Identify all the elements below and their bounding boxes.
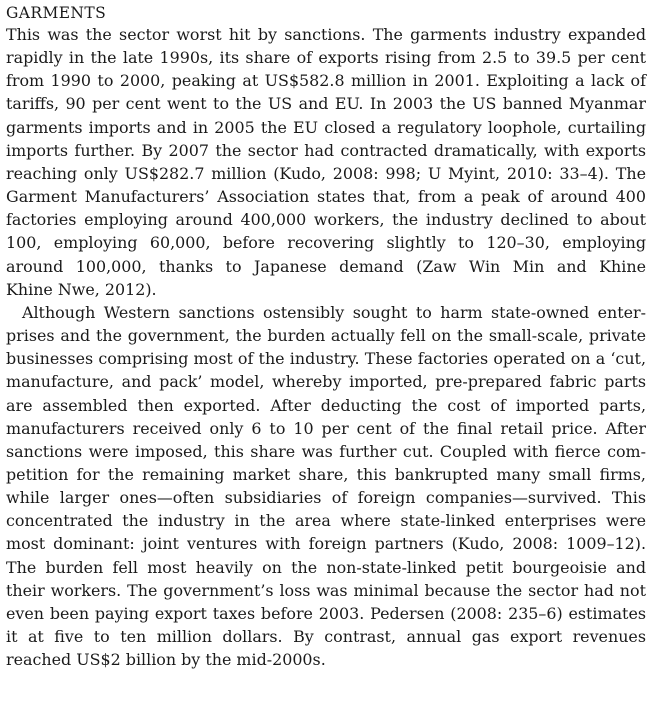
paragraph-line: it at five to ten million dollars. By contrast, annual gas export revenues: [6, 627, 646, 647]
paragraph-line: while larger ones—often subsidiaries of foreign companies—survived. This: [6, 488, 646, 508]
document-page: [6, 3, 646, 671]
paragraph-line: from 1990 to 2000, peaking at US$582.8 million in 2001. Exploiting a lack of: [6, 71, 646, 91]
paragraph-line: even been paying export taxes before 2003. Pedersen (2008: 235–6) estimates: [6, 603, 646, 623]
paragraph-line: manufacture, and pack’ model, whereby imported, pre-prepared fabric parts: [6, 372, 646, 392]
paragraph-line: rapidly in the late 1990s, its share of exports rising from 2.5 to 39.5 per cent: [6, 48, 646, 68]
paragraph-line: 100, employing 60,000, before recovering slightly to 120–30, employing: [6, 233, 646, 253]
paragraph-line: businesses comprising most of the industry. These factories operated on a ‘cut,: [6, 349, 646, 369]
paragraph-line: Garment Manufacturers’ Association states that, from a peak of around 400: [6, 187, 646, 207]
paragraph-line: petition for the remaining market share, this bankrupted many small firms,: [6, 464, 646, 484]
paragraph-line: sanctions were imposed, this share was further cut. Coupled with fierce com-: [6, 441, 646, 461]
paragraph-line: most dominant: joint ventures with foreign partners (Kudo, 2008: 1009–12).: [6, 534, 646, 554]
paragraph-line: their workers. The government’s loss was minimal because the sector had not: [6, 580, 646, 600]
paragraph-line: Although Western sanctions ostensibly sought to harm state-owned enter-: [22, 302, 646, 322]
paragraph-line: manufacturers received only 6 to 10 per cent of the final retail price. After: [6, 418, 646, 438]
section-heading: GARMENTS: [6, 4, 107, 22]
paragraph-line: garments imports and in 2005 the EU closed a regulatory loophole, curtailing: [6, 117, 646, 137]
paragraph-line: The burden fell most heavily on the non-state-linked petit bourgeoisie and: [6, 557, 646, 577]
paragraph-line: This was the sector worst hit by sanctions. The garments industry expanded: [6, 25, 646, 44]
paragraph-line: Khine Nwe, 2012).: [6, 279, 157, 299]
paragraph-line: reached US$2 billion by the mid-2000s.: [6, 650, 326, 670]
paragraph-line: factories employing around 400,000 workers, the industry declined to about: [6, 210, 646, 230]
paragraph-line: reaching only US$282.7 million (Kudo, 2008: 998; U Myint, 2010: 33–4). The: [6, 163, 646, 183]
paragraph-1: [6, 23, 646, 301]
paragraph-line: concentrated the industry in the area where state-linked enterprises were: [6, 511, 646, 531]
paragraph-line: are assembled then exported. After deducting the cost of imported parts,: [6, 395, 646, 415]
paragraph-line: around 100,000, thanks to Japanese demand (Zaw Win Min and Khine: [6, 256, 646, 276]
paragraph-2: [6, 301, 646, 672]
paragraph-line: prises and the government, the burden actually fell on the small-scale, private: [6, 326, 646, 346]
paragraph-line: imports further. By 2007 the sector had contracted dramatically, with exports: [6, 140, 646, 160]
paragraph-line: tariffs, 90 per cent went to the US and EU. In 2003 the US banned Myanmar: [6, 94, 646, 114]
